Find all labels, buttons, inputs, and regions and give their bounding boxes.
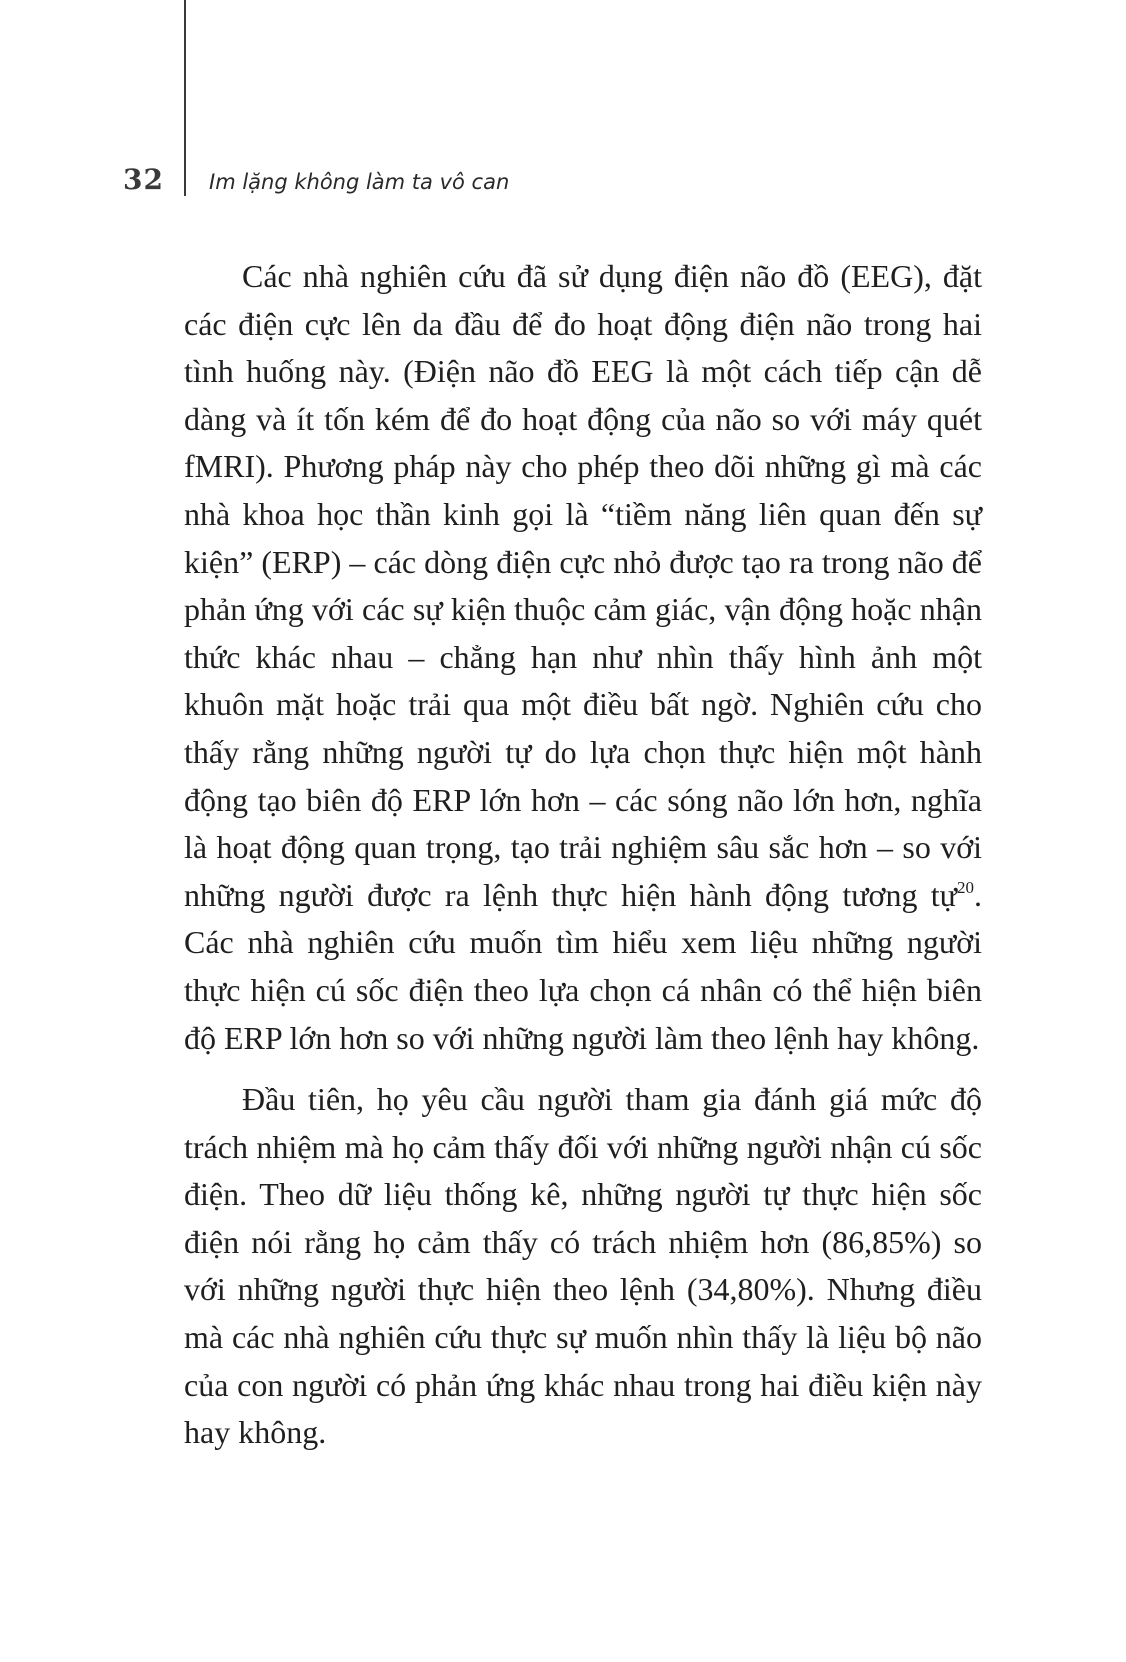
paragraph-2: Đầu tiên, họ yêu cầu người tham gia đánh giá mức độ trách nhiệm mà họ cảm thấy đối với những người nhận cú sốc điện. Theo dữ liệu thống kê, những người tự thực hiện sốc điện nói rằng họ cảm thấy có trách nhiệm hơn (86,85%) so với những người thực hiện theo lệnh (34,80%). Nhưng điều mà các nhà nghiên cứu thực sự muốn nhìn thấy là liệu bộ não của con người có phản ứng khác nhau trong hai điều kiện này hay không.: [184, 1081, 982, 1451]
running-title: Im lặng không làm ta vô can: [209, 170, 510, 194]
paragraph-1-text: Các nhà nghiên cứu đã sử dụng điện não đồ (EEG), đặt các điện cực lên da đầu để đo hoạt động điện não trong hai tình huống này. (Điện não đồ EEG là một cách tiếp cận dễ dàng và ít tốn kém để đo hoạt động của não so với máy quét fMRI). Phương pháp này cho phép theo dõi những gì mà các nhà khoa học thần kinh gọi là “tiềm năng liên quan đến sự kiện” (ERP) – các dòng điện cực nhỏ được tạo ra trong não để phản ứng với các sự kiện thuộc cảm giác, vận động hoặc nhận thức khác nhau – chẳng hạn như nhìn thấy hình ảnh một khuôn mặt hoặc trải qua một điều bất ngờ. Nghiên cứu cho thấy rằng những người tự do lựa chọn thực hiện một hành động tạo biên độ ERP lớn hơn – các sóng não lớn hơn, nghĩa là hoạt động quan trọng, tạo trải nghiệm sâu sắc hơn – so với những người được ra lệnh thực hiện hành động tương tự: [184, 258, 982, 913]
footnote-marker: 20: [957, 877, 974, 897]
paragraph-1: [184, 253, 982, 1062]
paragraph-1-continuation: . Các nhà nghiên cứu muốn tìm hiểu xem liệu những người thực hiện cú sốc điện theo lựa chọn cá nhân có thể hiện biên độ ERP lớn hơn so với những người làm theo lệnh hay không.: [184, 876, 982, 1056]
page-number: 32: [123, 163, 164, 196]
body-text: [184, 253, 982, 1457]
header-divider-rule: [184, 0, 186, 196]
